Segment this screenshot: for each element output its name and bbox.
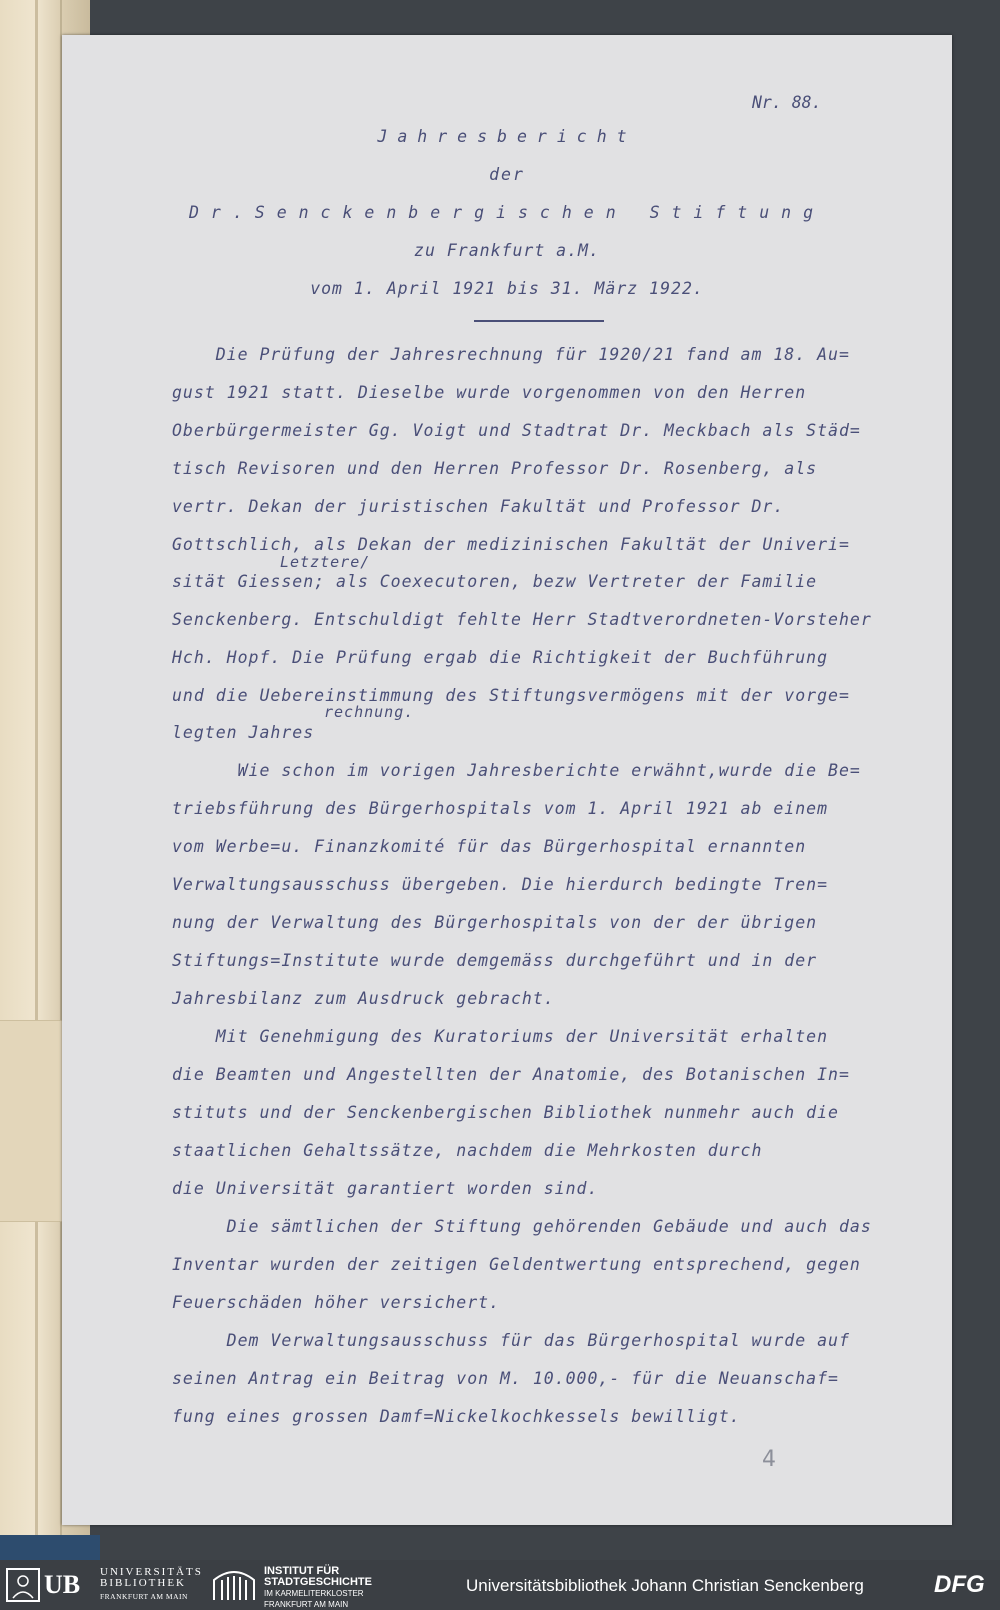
body-line: Wie schon im vorigen Jahresberichte erwähnt,wurde die Be=	[172, 761, 861, 780]
inst-line: INSTITUT FÜR	[264, 1565, 340, 1577]
body-line: staatlichen Gehaltssätze, nachdem die Mehrkosten durch	[172, 1141, 763, 1160]
body-line: tisch Revisoren und den Herren Professor Dr. Rosenberg, als	[172, 459, 818, 478]
title-line: Jahresbericht	[377, 127, 637, 146]
body-line: stituts und der Senckenbergischen Bibliothek nunmehr auch die	[172, 1103, 839, 1122]
body-line: Stiftungs=Institute wurde demgemäss durchgeführt und in der	[172, 951, 818, 970]
ub-name	[100, 1567, 203, 1602]
body-line: Verwaltungsausschuss übergeben. Die hierdurch bedingte Tren=	[172, 875, 829, 894]
ub-line: BIBLIOTHEK	[100, 1577, 186, 1589]
body-line: Gottschlich, als Dekan der medizinischen Fakultät der Univeri=	[172, 535, 850, 554]
title-line: Dr.Senckenbergischen Stiftung	[188, 203, 826, 222]
footer-bar	[0, 1560, 1000, 1610]
ub-logo[interactable]	[6, 1568, 94, 1602]
title-line: vom 1. April 1921 bis 31. März 1922.	[310, 279, 704, 298]
inst-line: IM KARMELITERKLOSTER	[264, 1589, 364, 1598]
body-line: vertr. Dekan der juristischen Fakultät und Professor Dr.	[172, 497, 785, 516]
ub-letters: UB	[44, 1570, 81, 1599]
library-name: Universitätsbibliothek Johann Christian Senckenberg	[466, 1576, 864, 1595]
body-line: Oberbürgermeister Gg. Voigt und Stadtrat Dr. Meckbach als Städ=	[172, 421, 861, 440]
document-page	[62, 35, 952, 1525]
inst-line: FRANKFURT AM MAIN	[264, 1600, 349, 1609]
body-line: Die Prüfung der Jahresrechnung für 1920/21 fand am 18. Au=	[172, 345, 850, 364]
institute-columns-icon[interactable]	[212, 1568, 256, 1602]
body-line: seinen Antrag ein Beitrag von M. 10.000,- für die Neuanschaf=	[172, 1369, 839, 1388]
inst-line: STADTGESCHICHTE	[264, 1576, 372, 1588]
body-line: nung der Verwaltung des Bürgerhospitals von der der übrigen	[172, 913, 818, 932]
page-seam	[35, 0, 38, 1560]
body-line: Inventar wurden der zeitigen Geldentwertung entsprechend, gegen	[172, 1255, 861, 1274]
body-line: Feuerschäden höher versichert.	[172, 1293, 501, 1312]
body-line: Senckenberg. Entschuldigt fehlte Herr Stadtverordneten-Vorsteher	[172, 610, 872, 629]
institute-name	[264, 1566, 372, 1610]
body-line: fung eines grossen Damf=Nickelkochkessels bewilligt.	[172, 1407, 741, 1426]
ub-line: FRANKFURT AM MAIN	[100, 1592, 188, 1601]
body-line: Die sämtlichen der Stiftung gehörenden Gebäude und auch das	[172, 1217, 872, 1236]
portrait-icon	[6, 1568, 40, 1602]
body-line: die Beamten und Angestellten der Anatomie, des Botanischen In=	[172, 1065, 850, 1084]
body-line: Dem Verwaltungsausschuss für das Bürgerhospital wurde auf	[172, 1331, 850, 1350]
body-line: Jahresbilanz zum Ausdruck gebracht.	[172, 989, 555, 1008]
body-line: triebsführung des Bürgerhospitals vom 1. April 1921 ab einem	[172, 799, 829, 818]
interlinear-insert: rechnung.	[324, 703, 415, 721]
body-line: vom Werbe=u. Finanzkomité für das Bürgerhospital ernannten	[172, 837, 807, 856]
title-line: der	[489, 165, 525, 184]
body-line: die Universität garantiert worden sind.	[172, 1179, 599, 1198]
ub-line: UNIVERSITÄTS	[100, 1566, 203, 1578]
body-line: legten Jahres	[172, 723, 315, 742]
body-line: sität Giessen; als Coexecutoren, bezw Vertreter der Familie	[172, 572, 818, 591]
interlinear-insert: Letztere/	[280, 553, 371, 571]
title-line: zu Frankfurt a.M.	[414, 241, 600, 260]
body-line: gust 1921 statt. Dieselbe wurde vorgenommen von den Herren	[172, 383, 807, 402]
handwritten-page-number: 4	[762, 1447, 776, 1472]
dfg-logo[interactable]: DFG	[934, 1571, 985, 1598]
document-number: Nr. 88.	[752, 93, 822, 112]
body-line: Mit Genehmigung des Kuratoriums der Universität erhalten	[172, 1027, 829, 1046]
title-underline	[474, 320, 604, 322]
book-cover-strip	[0, 1535, 100, 1560]
body-line: und die Uebereinstimmung des Stiftungsvermögens mit der vorge=	[172, 686, 850, 705]
body-line: Hch. Hopf. Die Prüfung ergab die Richtigkeit der Buchführung	[172, 648, 829, 667]
